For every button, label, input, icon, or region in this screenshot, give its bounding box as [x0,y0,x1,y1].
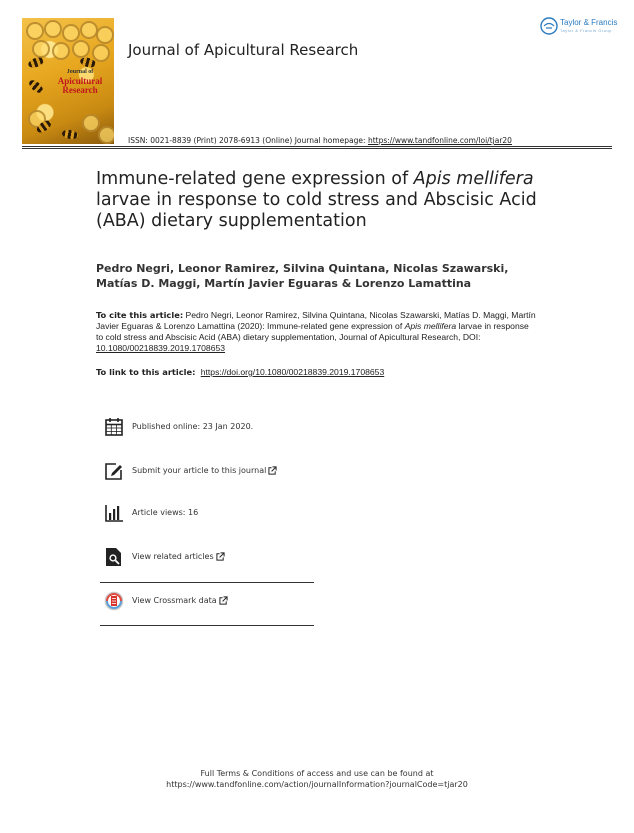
citation-block [96,310,536,354]
bee-illustration [61,129,78,141]
crossmark-label: View Crossmark data [132,596,217,605]
journal-cover-image[interactable] [22,18,114,144]
publisher-logo-icon [540,17,558,35]
related-articles-link[interactable] [132,552,225,561]
citation-text: larvae in response to cold stress and Abscisic Acid (ABA) dietary supplementation, Journal of Apicultural Research, DOI: [96,321,529,342]
issn-line [128,136,512,145]
article-doi-url-link[interactable]: https://doi.org/10.1080/00218839.2019.1708653 [200,367,385,377]
citation-species: Apis mellifera [404,321,457,331]
honeycomb-cell [52,42,70,60]
cover-title-line: Apicultural [57,76,103,86]
external-link-icon [268,466,277,475]
article-authors: Pedro Negri, Leonor Ramirez, Silvina Quintana, Nicolas Szawarski, Matías D. Maggi, Martín Javier Eguaras & Lorenzo Lamattina [96,262,509,290]
pencil-edit-icon [104,461,124,481]
article-link-line [96,367,536,378]
publisher-logo-subtext: Taylor & Francis Group [560,28,612,33]
bee-illustration [27,78,45,95]
header-divider [22,146,612,149]
section-divider [100,582,314,583]
journal-name: Journal of Apicultural Research [128,41,359,59]
article-title-species: Apis mellifera [413,169,534,189]
footer-terms-url[interactable]: https://www.tandfonline.com/action/journalInformation?journalCode=tjar20 [166,780,468,789]
honeycomb-cell [44,20,62,38]
honeycomb-cell [96,26,114,44]
article-link-label: To link to this article: [96,367,199,377]
bar-chart-icon [104,503,124,523]
article-title [96,169,546,232]
cover-title-line: Journal of [66,69,94,75]
article-title-text: larvae in response to cold stress and Abscisic Acid (ABA) dietary supplementation [96,190,537,231]
honeycomb-cell [92,44,110,62]
crossmark-icon [104,591,124,611]
bee-illustration [27,56,45,70]
published-date-label: Published online: 23 Jan 2020. [132,422,254,431]
submit-article-label: Submit your article to this journal [132,466,267,475]
honeycomb-cell [32,40,50,58]
external-link-icon [216,552,225,561]
journal-homepage-link[interactable]: https://www.tandfonline.com/loi/tjar20 [367,136,512,145]
cover-title-line: Research [62,85,98,95]
citation-text: Pedro Negri, Leonor Ramirez, Silvina Quintana, Nicolas Szawarski, Matías D. Maggi, Martín Javier Eguaras & Lorenzo Lamattina (2020): Immune-related gene expression of [96,310,536,331]
honeycomb-cell [98,126,114,144]
citation-label: To cite this article: [96,310,184,320]
cover-title [50,68,110,95]
honeycomb-cell [62,24,80,42]
article-views-label: Article views: 16 [132,508,199,517]
footer-terms-text: Full Terms & Conditions of access and use can be found at [200,769,434,778]
honeycomb-cell [82,114,100,132]
crossmark-link[interactable] [132,596,228,605]
honeycomb-cell [72,40,90,58]
external-link-icon [219,596,228,605]
publisher-logo[interactable] [540,17,616,39]
related-articles-label: View related articles [132,552,214,561]
submit-article-link[interactable] [132,466,277,475]
document-search-icon [104,547,124,567]
calendar-icon [104,417,124,437]
honeycomb-cell [26,22,44,40]
article-title-text: Immune-related gene expression of [96,169,414,189]
publisher-logo-text: Taylor & Francis [560,18,618,27]
doi-link[interactable]: 10.1080/00218839.2019.1708653 [96,343,226,353]
section-divider [100,625,314,626]
footer-terms [100,768,534,790]
issn-text: ISSN: 0021-8839 (Print) 2078-6913 (Online) Journal homepage: [128,136,368,145]
